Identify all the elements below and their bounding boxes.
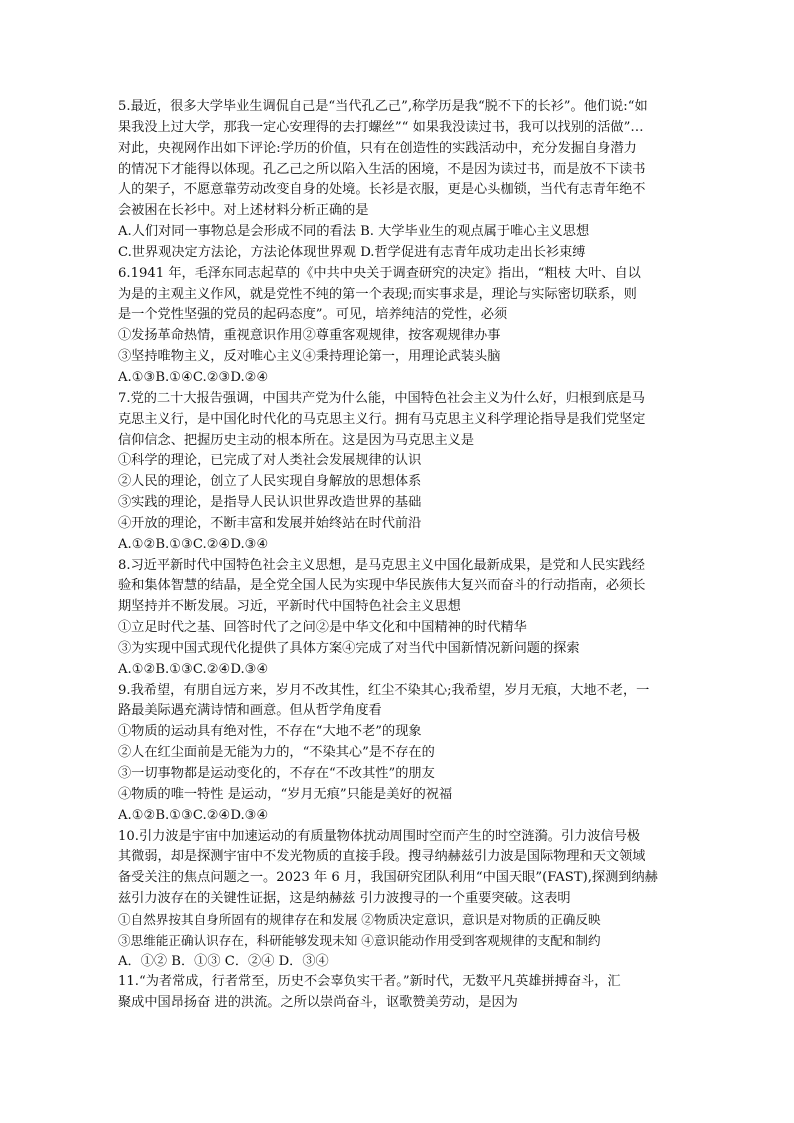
- text-line: 兹引力波存在的关键性证据，这是纳赫兹 引力波搜寻的一个重要突破。这表明: [118, 891, 571, 907]
- text-line: 8.习近平新时代中国特色社会主义思想，是马克思主义中国化最新成果，是党和人民实践经: [118, 557, 645, 573]
- text-line: 路最美际遇充满诗情和画意。但从哲学角度看: [118, 703, 382, 719]
- statement-line: ③实践的理论，是指导人民认识世界改造世界的基础: [118, 495, 422, 511]
- text-line: 为是的主观主义作风，就是党性不纯的第一个表现;而实事求是，理论与实际密切联系，则: [118, 286, 637, 302]
- text-line: 对此，央视网作出如下评论:学历的价值，只有在创造性的实践活动中，充分发掘自身潜力: [118, 140, 637, 156]
- statement-line: ①物质的运动具有绝对性，不存在“大地不老”的现象: [118, 724, 422, 740]
- text-line: 其微弱，却是探测宇宙中不发光物质的直接手段。搜寻纳赫兹引力波是国际物理和天文领域: [118, 849, 646, 865]
- answer-options: A．①② B．①③ C．②④ D．③④: [118, 953, 329, 969]
- text-line: 9.我希望，有朋自远方来，岁月不改其性，红尘不染其心;我希望，岁月无痕，大地不老，一: [118, 682, 650, 698]
- text-line: 10.引力波是宇宙中加速运动的有质量物体扰动周围时空而产生的时空涟漪。引力波信号极: [118, 828, 641, 844]
- text-line: 果我没上过大学，那我一定心安理得的去打螺丝”“ 如果我没读过书，我可以找别的活做”…: [118, 119, 644, 135]
- text-line: 的情况下才能得以体现。孔乙己之所以陷入生活的困境，不是因为读过书，而是放不下读书: [118, 161, 646, 177]
- text-line: 聚成中国昂扬奋 进的洪流。之所以崇尚奋斗，讴歌赞美劳动，是因为: [118, 995, 518, 1011]
- document-page: [118, 97, 678, 1014]
- statement-line: ①立足时代之基、回答时代了之问②是中华文化和中国精神的时代精华: [118, 620, 527, 636]
- text-line: 验和集体智慧的结晶，是全党全国人民为实现中华民族伟大复兴而奋斗的行动指南，必须长: [118, 578, 646, 594]
- statement-line: ④开放的理论，不断丰富和发展并始终站在时代前沿: [118, 515, 422, 531]
- statement-line: ①发扬革命热情，重视意识作用②尊重客观规律，按客观规律办事: [118, 328, 501, 344]
- text-line: 11.“为者常成，行者常至，历史不会辜负实干者。”新时代，无数平凡英雄拼搏奋斗，汇: [118, 974, 621, 990]
- statement-line: ①自然界按其自身所固有的规律存在和发展 ②物质决定意识，意识是对物质的正确反映: [118, 911, 601, 927]
- statement-line: ②人在红尘面前是无能为力的，“不染其心”是不存在的: [118, 745, 435, 761]
- text-line: 7.党的二十大报告强调，中国共产党为什么能，中国特色社会主义为什么好，归根到底是马: [118, 390, 645, 406]
- statement-line: ④物质的唯一特性 是运动，“岁月无痕”只能是美好的祝福: [118, 786, 453, 802]
- text-line: 人的架子，不愿意靠劳动改变自身的处境。长衫是衣服，更是心头枷锁，当代有志青年绝不: [118, 182, 646, 198]
- text-line: 信仰信念、把握历史主动的根本所在。这是因为马克思主义是: [118, 432, 475, 448]
- answer-options: A.①②B.①③C.②④D.③④: [118, 536, 269, 552]
- text-line: 期坚持并不断发展。习近，平新时代中国特色社会主义思想: [118, 599, 461, 615]
- statement-line: ③坚持唯物主义，反对唯心主义④秉持理论第一，用理论武装头脑: [118, 349, 501, 365]
- statement-line: ③思维能正确认识存在，科研能够发现未知 ④意识能动作用受到客观规律的支配和制约: [118, 932, 601, 948]
- text-line: 会被困在长衫中。对上述材料分析正确的是: [118, 203, 369, 219]
- answer-options: A.人们对同一事物总是会形成不同的看法 B. 大学毕业生的观点属于唯心主义思想: [118, 224, 590, 240]
- answer-options: A.①③B.①④C.②③D.②④: [118, 369, 269, 385]
- statement-line: ②人民的理论，创立了人民实现自身解放的思想体系: [118, 474, 422, 490]
- text-line: 6.1941 年，毛泽东同志起草的《中共中央关于调查研究的决定》指出，“粗枝 大叶、自以: [118, 265, 641, 281]
- text-line: 备受关注的焦点问题之一。2023 年 6 月，我国研究团队利用“中国天眼”(FAST),探测到纳赫: [118, 870, 658, 886]
- statement-line: ③一切事物都是运动变化的，不存在“不改其性”的朋友: [118, 766, 435, 781]
- statement-line: ①科学的理论，已完成了对人类社会发展规律的认识: [118, 453, 422, 469]
- answer-options: C.世界观决定方法论，方法论体现世界观 D.哲学促进有志青年成功走出长衫束缚: [118, 244, 586, 260]
- text-line: 5.最近，很多大学毕业生调侃自己是“当代孔乙己”,称学历是我“脱不下的长衫”。他们说:“如: [118, 99, 648, 114]
- answer-options: A.①②B.①③C.②④D.③④: [118, 807, 269, 823]
- statement-line: ③为实现中国式现代化提供了具体方案④完成了对当代中国新情况新问题的探索: [118, 640, 580, 656]
- text-line: 是一个党性坚强的党员的起码态度”。可见，培养纯洁的党性，必须: [118, 307, 508, 323]
- answer-options: A.①②B.①③C.②④D.③④: [118, 661, 269, 677]
- text-line: 克思主义行，是中国化时代化的马克思主义行。拥有马克思主义科学理论指导是我们党坚定: [118, 411, 646, 427]
